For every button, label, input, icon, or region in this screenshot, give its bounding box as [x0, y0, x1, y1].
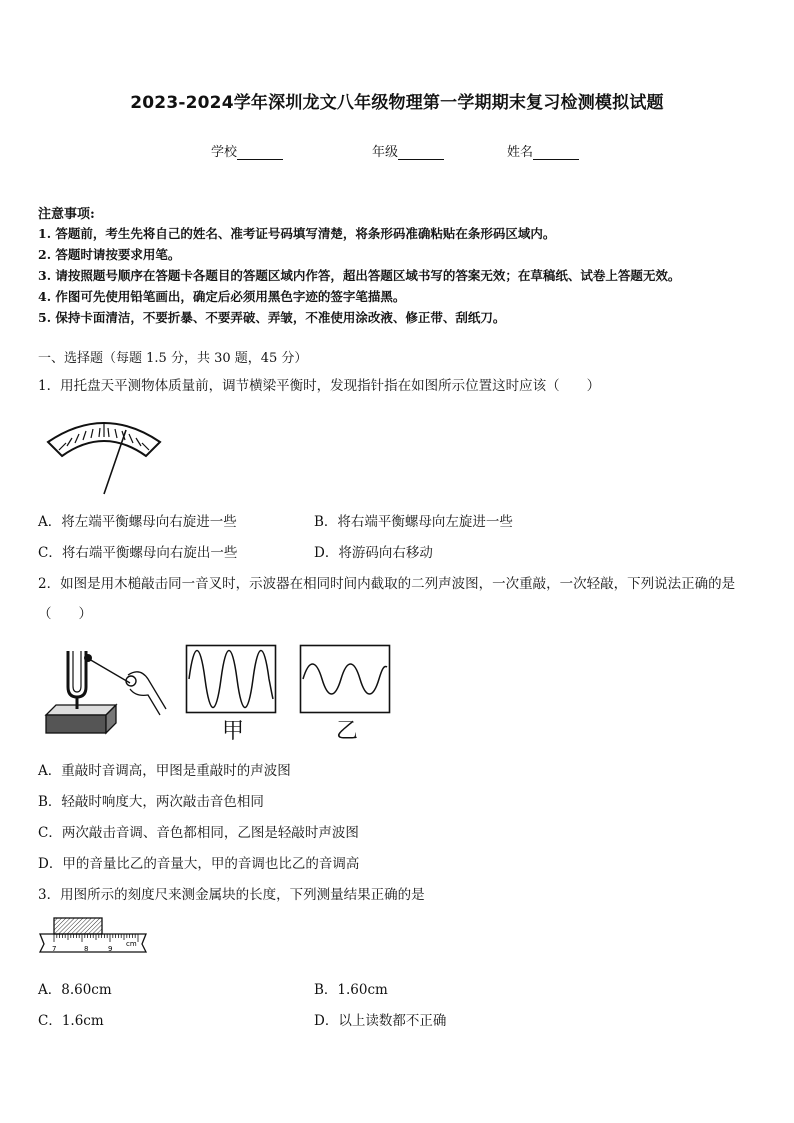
question-2-stem-cont: （ ）	[38, 606, 92, 622]
ruler-label-9: 9	[108, 945, 113, 953]
grade-field	[372, 141, 444, 160]
caption-yi: 乙	[336, 719, 359, 744]
question-3-option-a: A．8.60cm	[38, 982, 112, 998]
page-title: 2023-2024学年深圳龙文八年级物理第一学期期末复习检测模拟试题	[130, 93, 664, 113]
caption-jia: 甲	[222, 719, 245, 744]
question-1-option-c: C．将右端平衡螺母向右旋出一些	[38, 545, 238, 561]
balance-pointer-figure	[44, 412, 164, 496]
question-2-option-d: D．甲的音量比乙的音量大，甲的音调也比乙的音调高	[38, 856, 360, 872]
question-3-option-c: C．1.6cm	[38, 1013, 104, 1029]
question-1-stem: 1．用托盘天平测物体质量前，调节横梁平衡时，发现指针指在如图所示位置这时应该（ ）	[38, 378, 601, 394]
waveform-jia	[186, 645, 276, 713]
name-field	[507, 141, 579, 160]
question-1-option-d: D．将游码向右移动	[314, 545, 433, 561]
ruler-label-cm: cm	[126, 940, 137, 948]
note-item: 2. 答题时请按要求用笔。	[38, 247, 181, 262]
note-item: 5. 保持卡面清洁，不要折暴、不要弄破、弄皱，不准使用涂改液、修正带、刮纸刀。	[38, 310, 506, 325]
school-label: 学校	[211, 145, 238, 160]
question-2-option-a: A．重敲时音调高，甲图是重敲时的声波图	[38, 763, 291, 779]
school-field	[211, 141, 283, 160]
grade-label: 年级	[372, 145, 399, 160]
question-1-option-a: A．将左端平衡螺母向右旋进一些	[38, 514, 237, 530]
note-item: 3. 请按照题号顺序在答题卡各题目的答题区域内作答，超出答题区域书写的答案无效；在草稿纸、试卷上答题无效。	[38, 268, 681, 283]
grade-blank	[398, 145, 444, 160]
name-blank	[533, 145, 579, 160]
question-2-option-b: B．轻敲时响度大，两次敲击音色相同	[38, 794, 264, 810]
question-3-option-d: D．以上读数都不正确	[314, 1013, 447, 1029]
ruler-figure	[38, 916, 150, 960]
note-item: 4. 作图可先使用铅笔画出，确定后必须用黑色字迹的签字笔描黑。	[38, 289, 406, 304]
question-3-stem: 3．用图所示的刻度尺来测金属块的长度，下列测量结果正确的是	[38, 887, 425, 903]
note-item: 1. 答题前，考生先将自己的姓名、准考证号码填写清楚，将条形码准确粘贴在条形码区域内。	[38, 226, 556, 241]
question-2-option-c: C．两次敲击音调、音色都相同，乙图是轻敲时声波图	[38, 825, 359, 841]
ruler-label-7: 7	[52, 945, 57, 953]
tuning-fork-figure	[44, 643, 174, 735]
waveform-yi	[300, 645, 390, 713]
question-1-option-b: B．将右端平衡螺母向左旋进一些	[314, 514, 513, 530]
section-heading: 一、选择题（每题 1.5 分，共 30 题，45 分）	[38, 351, 308, 366]
question-2-stem: 2．如图是用木槌敲击同一音叉时，示波器在相同时间内截取的二列声波图，一次重敲，一次轻敲，下列说法正确的是	[38, 576, 736, 592]
ruler-label-8: 8	[84, 945, 89, 953]
name-label: 姓名	[507, 145, 534, 160]
notes-heading: 注意事项:	[38, 207, 95, 222]
question-3-option-b: B．1.60cm	[314, 982, 388, 998]
school-blank	[237, 145, 283, 160]
